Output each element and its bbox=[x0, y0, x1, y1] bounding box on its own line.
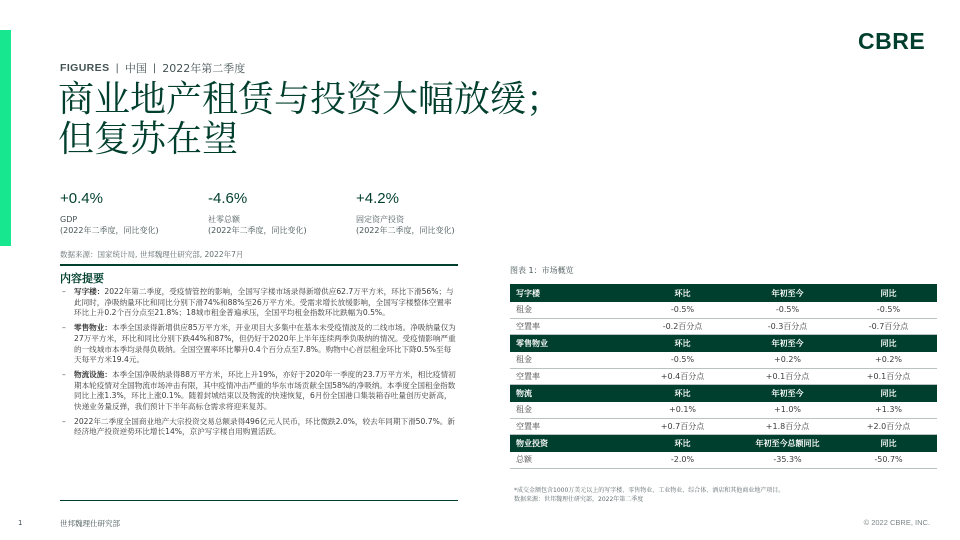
table-cell: +0.2% bbox=[735, 352, 840, 368]
table-cell: -35.3% bbox=[735, 452, 840, 468]
source-note: 数据来源：国家统计局, 世邦魏理仕研究部, 2022年7月 bbox=[60, 250, 244, 259]
table-cell: +1.0% bbox=[735, 402, 840, 418]
table-cell: -0.5% bbox=[630, 352, 735, 368]
column-header: 环比 bbox=[630, 434, 735, 452]
bullet-heading: 物流设施： bbox=[74, 369, 112, 379]
row-label: 租金 bbox=[510, 302, 630, 318]
page-title-line2: 但复苏在望 bbox=[58, 119, 239, 160]
table-row bbox=[510, 418, 937, 434]
kicker bbox=[60, 60, 245, 76]
table-cell: +2.0百分点 bbox=[840, 418, 937, 434]
page-title bbox=[58, 80, 618, 160]
summary-bullets bbox=[60, 287, 456, 442]
table-section-header-office bbox=[510, 284, 937, 302]
section-name: 物业投资 bbox=[510, 434, 630, 452]
kpi-value: +4.2% bbox=[356, 190, 399, 207]
table-cell: -0.5% bbox=[630, 302, 735, 318]
column-header: 同比 bbox=[840, 384, 937, 402]
column-header: 年初至今 bbox=[735, 334, 840, 352]
bullet-text: 本季全国净吸纳录得88万平方米，环比上升19%，亦好于2020年一季度的23.7万平方米，相比疫情初期本轮疫情对全国物流市场冲击有限，其中疫情冲击严重的华东市场贡献全国58%的净吸纳。本季度全国租金指数同比上涨1.3%，环比上涨0.1%。随着封城结束以及物流的快速恢复，6月份全国港口集装箱吞吐量创历史新高，快递业务量反弹，我们预计下半年高标仓需求将迎来复苏。 bbox=[74, 369, 456, 412]
cbre-logo: CBRE bbox=[858, 28, 926, 54]
kpi-row bbox=[60, 190, 504, 236]
table-row bbox=[510, 352, 937, 368]
column-header: 环比 bbox=[630, 284, 735, 302]
row-label: 空置率 bbox=[510, 318, 630, 334]
column-header: 环比 bbox=[630, 384, 735, 402]
table-row bbox=[510, 368, 937, 384]
table-cell: +0.2% bbox=[840, 352, 937, 368]
table-footnotes bbox=[514, 486, 784, 504]
column-header: 同比 bbox=[840, 284, 937, 302]
kpi-label: GDP bbox=[60, 215, 78, 224]
table-row bbox=[510, 402, 937, 418]
table-cell: -0.2百分点 bbox=[630, 318, 735, 334]
table-section-header-logistics bbox=[510, 384, 937, 402]
section-name: 写字楼 bbox=[510, 284, 630, 302]
footer-divider bbox=[60, 500, 458, 501]
row-label: 租金 bbox=[510, 402, 630, 418]
row-label: 空置率 bbox=[510, 368, 630, 384]
kpi-retail-sales bbox=[208, 190, 356, 236]
page-title-line1: 商业地产租赁与投资大幅放缓； bbox=[58, 79, 563, 120]
kicker-market: 中国 bbox=[124, 62, 147, 75]
column-header: 同比 bbox=[840, 334, 937, 352]
page-number: 1 bbox=[18, 519, 23, 527]
summary-bullet-logistics bbox=[60, 370, 456, 413]
column-header: 年初至今总额同比 bbox=[735, 434, 840, 452]
table-cell: +1.8百分点 bbox=[735, 418, 840, 434]
kpi-sub: (2022年二季度，同比变化) bbox=[208, 226, 307, 235]
table-row bbox=[510, 452, 937, 468]
section-name: 物流 bbox=[510, 384, 630, 402]
column-header: 同比 bbox=[840, 434, 937, 452]
kicker-separator: | bbox=[152, 62, 157, 74]
row-label: 总额 bbox=[510, 452, 630, 468]
bullet-heading: 零售物业： bbox=[74, 323, 112, 333]
table-section-header-retail bbox=[510, 334, 937, 352]
table-footnote: *成交金额包含1000万美元以上的写字楼、零售物业、工业物业、综合体、酒店和其他商业地产项目。 bbox=[514, 487, 785, 494]
table-cell: +0.1百分点 bbox=[735, 368, 840, 384]
kpi-label: 固定资产投资 bbox=[356, 215, 404, 224]
kpi-label: 社零总额 bbox=[208, 215, 240, 224]
footer-copyright: © 2022 CBRE, INC. bbox=[863, 518, 930, 527]
table-row bbox=[510, 318, 937, 334]
kicker-period: 2022年第二季度 bbox=[162, 62, 246, 75]
summary-bullet-investment bbox=[60, 417, 456, 438]
table-cell: -2.0% bbox=[630, 452, 735, 468]
table-cell: +0.4百分点 bbox=[630, 368, 735, 384]
table-cell: +1.3% bbox=[840, 402, 937, 418]
summary-bullet-retail bbox=[60, 323, 456, 366]
bullet-text: 2022年第二季度，受疫情管控的影响，全国写字楼市场录得新增供应62.7万平方米，环比下滑56%；与此同时，净吸纳量环比和同比分别下滑74%和88%至26万平方米。受需求增长放缓影响，全国写字楼整体空置率环比上升0.2个百分点至21.8%；18城市租金普遍承压，全国平均租金指数环比跌幅为0.5%。 bbox=[74, 287, 454, 318]
table-cell: -0.5% bbox=[840, 302, 937, 318]
kpi-fixed-asset-investment bbox=[356, 190, 504, 236]
table-section-header-investment bbox=[510, 434, 937, 452]
kicker-separator: | bbox=[115, 62, 119, 74]
row-label: 空置率 bbox=[510, 418, 630, 434]
table-cell: +0.1% bbox=[630, 402, 735, 418]
accent-bar bbox=[0, 30, 11, 246]
table-source: 数据来源：世邦魏理仕研究部，2022年第二季度 bbox=[514, 496, 644, 503]
section-name: 零售物业 bbox=[510, 334, 630, 352]
kpi-value: -4.6% bbox=[208, 190, 248, 207]
table-cell: -0.3百分点 bbox=[735, 318, 840, 334]
kpi-sub: (2022年二季度，同比变化) bbox=[60, 226, 159, 235]
table-cell: +0.7百分点 bbox=[630, 418, 735, 434]
bullet-text: 2022年二季度全国商业地产大宗投资交易总额录得496亿元人民币，环比微跌2.0%，较去年同期下滑50.7%。新经济地产投资逆势环比增长14%，京沪写字楼自用购置活跃。 bbox=[74, 416, 455, 437]
market-overview-table bbox=[510, 284, 937, 469]
column-header: 环比 bbox=[630, 334, 735, 352]
kicker-label: FIGURES bbox=[60, 62, 110, 74]
summary-title: 内容提要 bbox=[60, 272, 104, 285]
kpi-value: +0.4% bbox=[60, 190, 103, 207]
table-row bbox=[510, 302, 937, 318]
bullet-text: 本季全国录得新增供应85万平方米，开业项目大多集中在基本未受疫情波及的二线市场。净吸纳量仅为27万平方米，环比和同比分别下跌44%和87%，但仍好于2020年上半年连续两季负吸纳的情况。受疫情影响严重的一线城市本季均录得负吸纳。全国空置率环比攀升0.4个百分点至7.8%。购物中心首层租金环比下降0.5%至每天每平方米19.4元。 bbox=[74, 323, 456, 365]
footer-org: 世邦魏理仕研究部 bbox=[60, 519, 120, 528]
summary-bullet-office bbox=[60, 287, 456, 319]
table-cell: -50.7% bbox=[840, 452, 937, 468]
row-label: 租金 bbox=[510, 352, 630, 368]
figure-title: 图表 1：市场概览 bbox=[510, 266, 574, 275]
section-divider bbox=[60, 264, 458, 266]
column-header: 年初至今 bbox=[735, 284, 840, 302]
table-cell: -0.5% bbox=[735, 302, 840, 318]
kpi-sub: (2022年二季度，同比变化) bbox=[356, 226, 455, 235]
table-cell: -0.7百分点 bbox=[840, 318, 937, 334]
table-cell: +0.1百分点 bbox=[840, 368, 937, 384]
bullet-heading: 写字楼： bbox=[74, 287, 105, 296]
column-header: 年初至今 bbox=[735, 384, 840, 402]
kpi-gdp bbox=[60, 190, 208, 236]
